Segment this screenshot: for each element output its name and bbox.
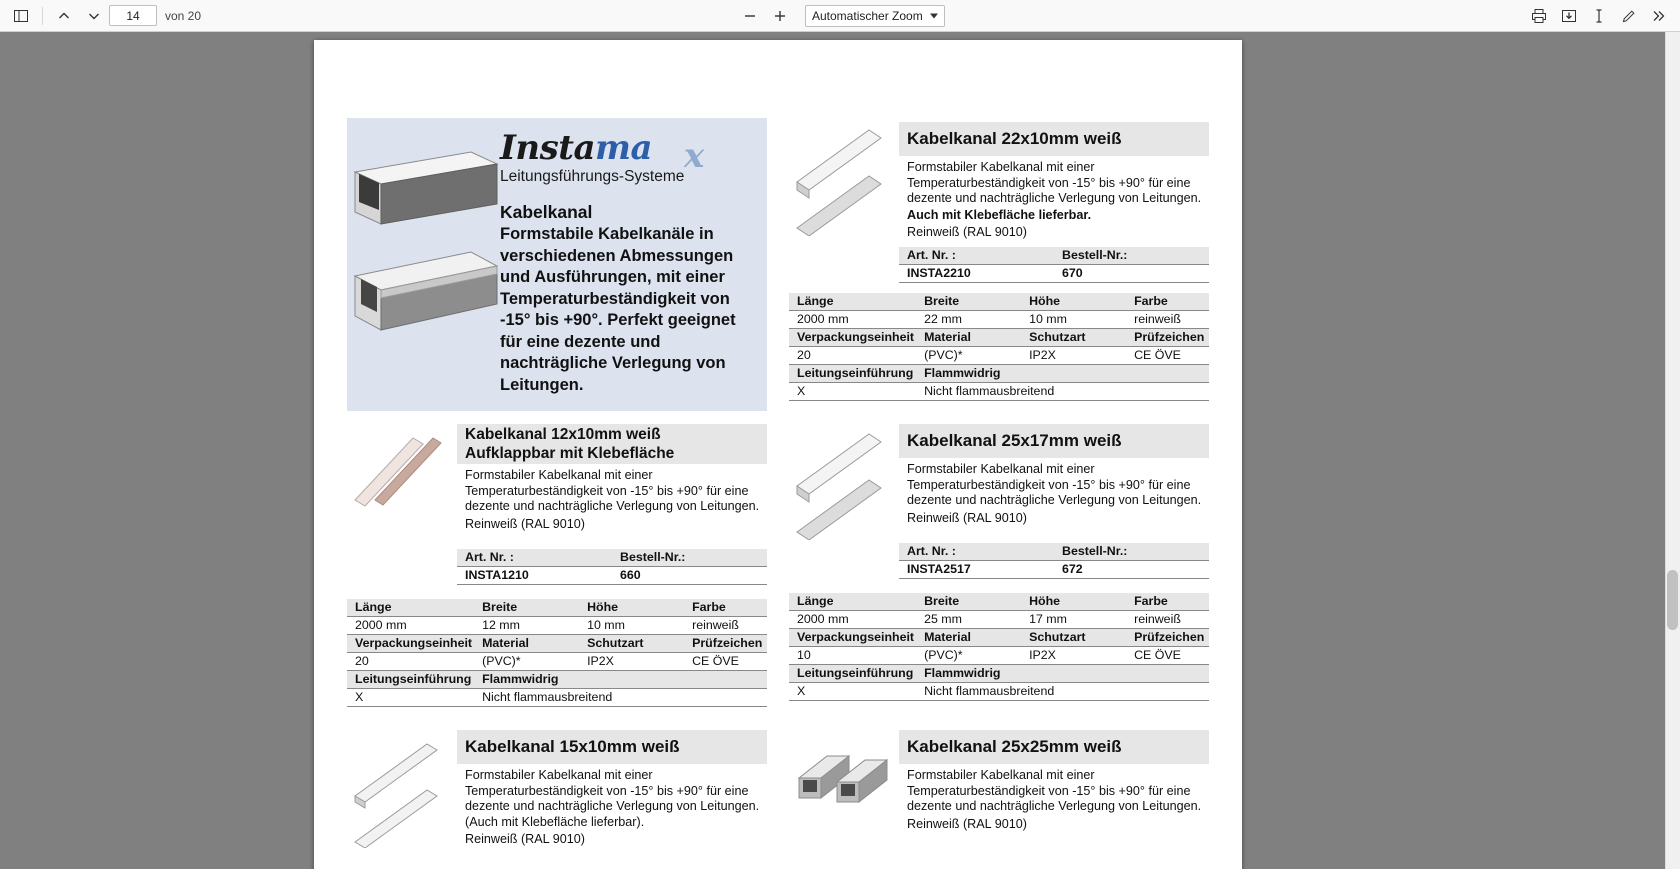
- chevrons-right-icon: [1651, 8, 1667, 24]
- spec-value: reinweiß: [1126, 311, 1209, 329]
- spec-value: Nicht flammausbreitend: [474, 688, 767, 706]
- minus-icon: [742, 8, 758, 24]
- spec-value: IP2X: [1021, 646, 1126, 664]
- spec-value: 2000 mm: [789, 311, 916, 329]
- sidebar-toggle-button[interactable]: [7, 3, 35, 29]
- product-block-insta2525: [789, 730, 1209, 831]
- zoom-select[interactable]: [805, 5, 945, 27]
- spec-header: Prüfzeichen: [1126, 628, 1209, 646]
- product-title-bar: [457, 424, 767, 464]
- scrollbar-thumb[interactable]: [1667, 570, 1678, 630]
- pdf-toolbar: [0, 0, 1680, 32]
- article-header: Art. Nr. :: [899, 543, 1054, 561]
- spec-value: 17 mm: [1021, 610, 1126, 628]
- product-title-bar: [899, 424, 1209, 458]
- product-color: Reinweiß (RAL 9010): [907, 510, 1027, 525]
- spec-value: X: [789, 383, 916, 401]
- order-header: Bestell-Nr.:: [1054, 543, 1209, 561]
- spec-header: Höhe: [1021, 593, 1126, 611]
- spec-value: reinweiß: [1126, 610, 1209, 628]
- text-cursor-icon: [1591, 8, 1607, 24]
- article-header: Art. Nr. :: [899, 247, 1054, 265]
- print-button[interactable]: [1525, 3, 1553, 29]
- spec-header: Material: [474, 634, 579, 652]
- chevron-up-icon: [57, 9, 71, 23]
- spec-header: Breite: [916, 293, 1021, 311]
- spec-header: Farbe: [1126, 293, 1209, 311]
- product-spec-table: [347, 599, 767, 707]
- spec-value: (PVC)*: [916, 347, 1021, 365]
- spec-header: Farbe: [684, 599, 767, 617]
- spec-value: X: [789, 682, 916, 700]
- spec-header: Länge: [789, 593, 916, 611]
- spec-header: Prüfzeichen: [1126, 329, 1209, 347]
- spec-value: 10 mm: [1021, 311, 1126, 329]
- product-article-table: [899, 247, 1209, 283]
- product-spec-table: [789, 293, 1209, 401]
- order-header: Bestell-Nr.:: [1054, 247, 1209, 265]
- spec-value: IP2X: [579, 652, 684, 670]
- order-value: 672: [1054, 560, 1209, 578]
- product-article-table: [457, 549, 767, 585]
- product-title-bar: [899, 730, 1209, 764]
- spec-header: Leitungseinführung: [789, 365, 916, 383]
- spec-header: Höhe: [579, 599, 684, 617]
- order-value: 670: [1054, 265, 1209, 283]
- spec-header: Leitungseinführung: [347, 670, 474, 688]
- sidebar-icon: [13, 8, 29, 24]
- spec-header: Breite: [474, 599, 579, 617]
- zoom-in-button[interactable]: [766, 3, 794, 29]
- spec-header: Schutzart: [1021, 329, 1126, 347]
- product-title-bar: [899, 122, 1209, 156]
- spec-value: (PVC)*: [474, 652, 579, 670]
- more-tools-button[interactable]: [1645, 3, 1673, 29]
- text-select-tool-button[interactable]: [1585, 3, 1613, 29]
- spec-header: Flammwidrig: [916, 664, 1209, 682]
- article-value: INSTA2517: [899, 560, 1054, 578]
- article-value: INSTA1210: [457, 566, 612, 584]
- spec-value: 20: [347, 652, 474, 670]
- page-number-input[interactable]: [109, 5, 157, 26]
- hero-description: Formstabile Kabelkanäle in verschiedenen Abmessungen und Ausführungen, mit einer Temperaturbeständigkeit von -15° bis +90°. Perfekt geeignet für eine dezente und nachträgliche Verlegung von Leitungen.: [500, 225, 736, 394]
- spec-value: 22 mm: [916, 311, 1021, 329]
- product-description: Formstabiler Kabelkanal mit einer Temperaturbeständigkeit von -15° bis +90° für eine dezente und nachträgliche Verlegung von Leitungen.: [907, 462, 1202, 507]
- spec-value: 25 mm: [916, 610, 1021, 628]
- spec-value: X: [347, 688, 474, 706]
- logo-accent-text: ma: [595, 128, 653, 168]
- cable-duct-image-15x10: [351, 738, 451, 848]
- hero-title: Kabelkanal: [500, 202, 593, 222]
- product-title: Kabelkanal 25x25mm weiß: [907, 737, 1122, 756]
- logo-tagline: Leitungsführungs-Systeme: [500, 168, 685, 185]
- spec-value: CE ÖVE: [1126, 646, 1209, 664]
- spec-header: Material: [916, 628, 1021, 646]
- spec-value: reinweiß: [684, 616, 767, 634]
- instamax-logo: [500, 130, 745, 192]
- chevron-down-icon: [930, 13, 938, 18]
- pdf-page: [314, 40, 1242, 869]
- chevron-down-icon: [87, 9, 101, 23]
- product-color: Reinweiß (RAL 9010): [907, 225, 1027, 239]
- spec-value: 10 mm: [579, 616, 684, 634]
- download-button[interactable]: [1555, 3, 1583, 29]
- order-header: Bestell-Nr.:: [612, 549, 767, 567]
- cable-duct-image-25x25: [797, 746, 893, 810]
- product-description: Formstabiler Kabelkanal mit einer Temperaturbeständigkeit von -15° bis +90° für eine dezente und nachträgliche Verlegung von Leitungen.: [907, 160, 1202, 205]
- cable-duct-image-22x10: [793, 126, 893, 236]
- draw-tool-button[interactable]: [1615, 3, 1643, 29]
- plus-icon: [772, 8, 788, 24]
- vertical-scrollbar[interactable]: [1665, 32, 1680, 869]
- spec-header: Breite: [916, 593, 1021, 611]
- product-description: Formstabiler Kabelkanal mit einer Temperaturbeständigkeit von -15° bis +90° für eine dezente und nachträgliche Verlegung von Leitungen.: [465, 468, 760, 513]
- product-subtitle: Aufklappbar mit Klebefläche: [465, 445, 675, 462]
- toolbar-divider: [42, 7, 43, 25]
- spec-header: Verpackungseinheit: [347, 634, 474, 652]
- article-value: INSTA2210: [899, 265, 1054, 283]
- zoom-select-value: Automatischer Zoom: [812, 8, 923, 23]
- spec-value: IP2X: [1021, 347, 1126, 365]
- product-title: Kabelkanal 12x10mm weiß: [465, 426, 661, 443]
- cable-duct-image-large: [353, 150, 499, 236]
- spec-value: 12 mm: [474, 616, 579, 634]
- hero-banner: [347, 118, 767, 411]
- product-color: Reinweiß (RAL 9010): [907, 816, 1027, 831]
- product-block-insta1210: [347, 424, 767, 707]
- spec-header: Flammwidrig: [474, 670, 767, 688]
- logo-x-glyph: x: [684, 136, 705, 176]
- spec-value: CE ÖVE: [684, 652, 767, 670]
- spec-header: Flammwidrig: [916, 365, 1209, 383]
- download-icon: [1561, 8, 1577, 24]
- product-block-insta1510: [347, 730, 767, 846]
- cable-duct-image-12x10: [351, 430, 451, 508]
- logo-wordmark: Instama: [500, 128, 653, 168]
- spec-value: Nicht flammausbreitend: [916, 383, 1209, 401]
- product-note: Auch mit Klebefläche lieferbar.: [907, 207, 1092, 222]
- page-count-label: von 20: [165, 8, 202, 23]
- print-icon: [1531, 8, 1547, 24]
- spec-value: 2000 mm: [347, 616, 474, 634]
- spec-value: 10: [789, 646, 916, 664]
- cable-duct-image-open: [353, 246, 499, 346]
- article-header: Art. Nr. :: [457, 549, 612, 567]
- product-description: Formstabiler Kabelkanal mit einer Temperaturbeständigkeit von -15° bis +90° für eine dezente und nachträgliche Verlegung von Leitungen. (Auch mit Klebefläche lieferbar).: [465, 768, 760, 829]
- product-title: Kabelkanal 15x10mm weiß: [465, 737, 680, 756]
- spec-header: Höhe: [1021, 293, 1126, 311]
- next-page-button[interactable]: [80, 3, 108, 29]
- spec-header: Schutzart: [579, 634, 684, 652]
- spec-header: Länge: [347, 599, 474, 617]
- spec-header: Prüfzeichen: [684, 634, 767, 652]
- spec-value: CE ÖVE: [1126, 347, 1209, 365]
- product-block-insta2210: [789, 122, 1209, 401]
- product-article-table: [899, 543, 1209, 579]
- product-block-insta2517: [789, 424, 1209, 701]
- spec-header: Länge: [789, 293, 916, 311]
- spec-header: Verpackungseinheit: [789, 628, 916, 646]
- spec-value: 20: [789, 347, 916, 365]
- product-title: Kabelkanal 25x17mm weiß: [907, 431, 1122, 450]
- previous-page-button[interactable]: [50, 3, 78, 29]
- pencil-icon: [1621, 8, 1637, 24]
- product-color: Reinweiß (RAL 9010): [465, 516, 585, 531]
- cable-duct-image-25x17: [793, 430, 893, 540]
- spec-value: (PVC)*: [916, 646, 1021, 664]
- spec-header: Material: [916, 329, 1021, 347]
- spec-header: Farbe: [1126, 593, 1209, 611]
- pdf-viewer-area[interactable]: [0, 32, 1680, 869]
- zoom-out-button[interactable]: [736, 3, 764, 29]
- product-color: Reinweiß (RAL 9010): [465, 832, 585, 846]
- spec-value: 2000 mm: [789, 610, 916, 628]
- product-spec-table: [789, 593, 1209, 701]
- product-description: Formstabiler Kabelkanal mit einer Temperaturbeständigkeit von -15° bis +90° für eine dezente und nachträgliche Verlegung von Leitungen.: [907, 768, 1202, 813]
- order-value: 660: [612, 566, 767, 584]
- spec-header: Schutzart: [1021, 628, 1126, 646]
- product-title-bar: [457, 730, 767, 764]
- spec-value: Nicht flammausbreitend: [916, 682, 1209, 700]
- product-title: Kabelkanal 22x10mm weiß: [907, 129, 1122, 148]
- spec-header: Verpackungseinheit: [789, 329, 916, 347]
- spec-header: Leitungseinführung: [789, 664, 916, 682]
